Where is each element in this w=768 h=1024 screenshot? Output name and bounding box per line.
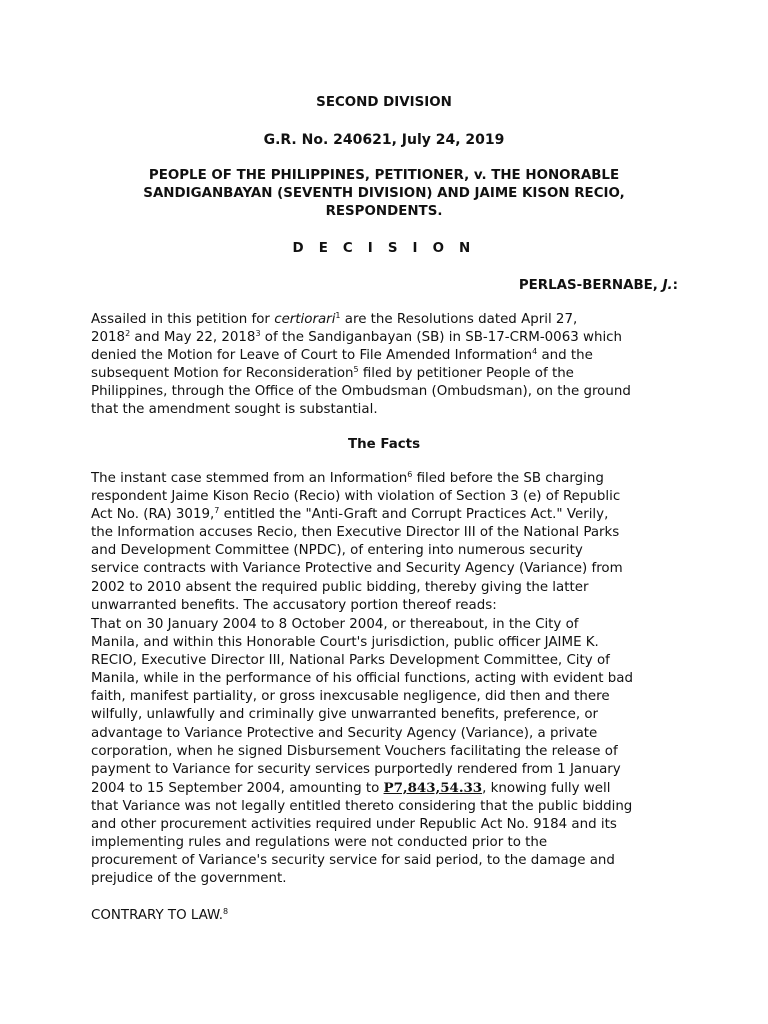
text-run: entitled the "Anti-Graft and Corrupt Practices Act." Verily, — [219, 507, 609, 523]
footnote-ref[interactable]: 7 — [214, 506, 220, 516]
footnote-ref[interactable]: 6 — [407, 470, 413, 479]
text-run: and the — [537, 348, 593, 364]
text-line — [91, 365, 691, 383]
text-run: 2004 to 15 September 2004, amounting to — [91, 780, 384, 796]
footnote-ref[interactable]: 3 — [255, 329, 261, 339]
contrary-to-law — [91, 907, 691, 925]
text-line: service contracts with Variance Protective and Security Agency (Variance) from — [91, 561, 623, 577]
text-line: implementing rules and regulations were not conducted prior to the — [91, 835, 548, 851]
text-run: Act No. (RA) 3019, — [91, 507, 215, 523]
text-line: Philippines, through the Office of the Ombudsman (Ombudsman), on the ground — [91, 384, 631, 400]
text-run: filed by petitioner People of the — [358, 366, 574, 382]
text-line — [91, 311, 691, 329]
text-run: Assailed in this petition for — [91, 312, 275, 327]
decision-title: D E C I S I O N — [292, 241, 476, 256]
text-line: Manila, and within this Honorable Court's jurisdiction, public officer JAIME K. — [91, 635, 599, 651]
text-line: that the amendment sought is substantial. — [91, 402, 378, 418]
text-line: the Information accuses Recio, then Executive Director III of the National Parks — [91, 525, 620, 541]
case-parties-heading — [0, 167, 768, 221]
text-run: denied the Motion for Leave of Court to File Amended Information — [91, 348, 533, 364]
ponente-suffix: J. — [662, 278, 673, 293]
parties-line: RESPONDENTS. — [325, 204, 443, 219]
text-line — [91, 506, 691, 524]
text-line: payment to Variance for security services purportedly rendered from 1 January — [91, 761, 621, 777]
case-number-heading: G.R. No. 240621, July 24, 2019 — [263, 132, 505, 148]
division-heading: SECOND DIVISION — [316, 95, 452, 110]
footnote-ref[interactable]: 8 — [223, 907, 229, 916]
text-line — [91, 779, 691, 798]
text-run: The instant case stemmed from an Information — [91, 471, 408, 486]
text-line: That on 30 January 2004 to 8 October 2004, or thereabout, in the City of — [91, 617, 579, 632]
text-line: advantage to Variance Protective and Security Agency (Variance), a private — [91, 725, 598, 741]
footnote-ref[interactable]: 5 — [353, 365, 359, 375]
text-run: subsequent Motion for Reconsideration — [91, 366, 354, 382]
text-run: filed before the SB charging — [412, 471, 604, 486]
ponente-colon: : — [672, 278, 678, 293]
accusatory-quote — [91, 616, 691, 888]
footnote-ref[interactable]: 1 — [335, 311, 341, 320]
text-run: are the Resolutions dated April 27, — [340, 312, 578, 327]
amount-value: P7,843,54.33 — [383, 779, 483, 796]
text-line: Manila, while in the performance of his official functions, acting with evident bad — [91, 671, 633, 687]
footnote-ref[interactable]: 4 — [532, 347, 538, 357]
ponente-name: PERLAS-BERNABE, — [518, 278, 663, 293]
paragraph-assailed — [91, 311, 691, 420]
footnote-ref[interactable]: 2 — [125, 329, 131, 339]
text-run: and May 22, 2018 — [130, 330, 256, 346]
text-line: 2002 to 2010 absent the required public bidding, thereby giving the latter — [91, 579, 589, 595]
parties-line: SANDIGANBAYAN (SEVENTH DIVISION) AND JAIME KISON RECIO, — [143, 186, 625, 201]
text-line: RECIO, Executive Director III, National Parks Development Committee, City of — [91, 653, 610, 669]
text-line: procurement of Variance's security service for said period, to the damage and — [91, 853, 615, 869]
text-line: unwarranted benefits. The accusatory portion thereof reads: — [91, 597, 497, 613]
section-title-facts: The Facts — [347, 437, 421, 452]
text-line: prejudice of the government. — [91, 871, 287, 887]
text-line: wilfully, unlawfully and criminally give unwarranted benefits, preference, or — [91, 707, 599, 723]
certiorari-term: certiorari — [274, 312, 336, 327]
paragraph-information — [91, 470, 691, 615]
parties-line: PEOPLE OF THE PHILIPPINES, PETITIONER, v. THE HONORABLE — [148, 168, 620, 183]
text-run: of the Sandiganbayan (SB) in SB-17-CRM-0063 which — [260, 330, 623, 346]
text-line: corporation, when he signed Disbursement Vouchers facilitating the release of — [91, 743, 618, 759]
text-line — [91, 470, 691, 488]
text-line: and other procurement activities required under Republic Act No. 9184 and its — [91, 817, 617, 833]
text-run: , knowing fully well — [482, 780, 611, 796]
text-run: CONTRARY TO LAW. — [91, 908, 224, 923]
text-line: and Development Committee (NPDC), of entering into numerous security — [91, 543, 583, 559]
text-run: 2018 — [91, 330, 126, 346]
ponente-line — [519, 277, 678, 295]
text-line: that Variance was not legally entitled thereto considering that the public bidding — [91, 798, 633, 814]
text-line — [91, 347, 691, 365]
text-line: respondent Jaime Kison Recio (Recio) with violation of Section 3 (e) of Republic — [91, 489, 621, 505]
text-line — [91, 329, 691, 347]
text-line: faith, manifest partiality, or gross inexcusable negligence, did then and there — [91, 689, 610, 705]
